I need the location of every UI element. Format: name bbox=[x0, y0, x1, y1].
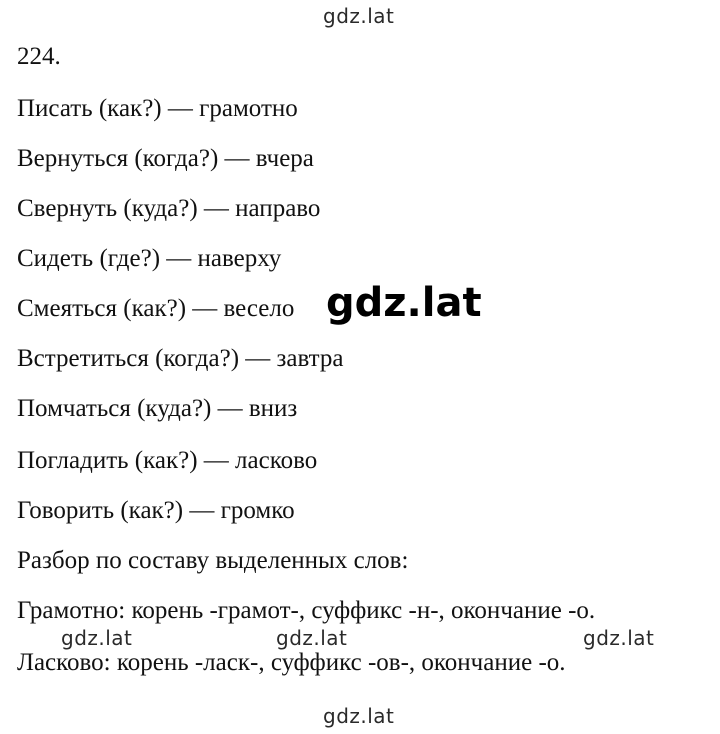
answer-line-7: Помчаться (куда?) — вниз bbox=[17, 395, 298, 422]
watermark-middle: gdz.lat bbox=[326, 280, 482, 326]
answer-line-9: Говорить (как?) — громко bbox=[17, 497, 295, 524]
answer-line-1: Писать (как?) — грамотно bbox=[17, 95, 298, 122]
watermark-row-center: gdz.lat bbox=[276, 626, 348, 650]
answer-line-5: Смеяться (как?) — весело bbox=[17, 295, 295, 322]
answer-line-2: Вернуться (когда?) — вчера bbox=[17, 145, 314, 172]
watermark-row-right: gdz.lat bbox=[583, 626, 655, 650]
answer-line-3: Свернуть (куда?) — направо bbox=[17, 195, 321, 222]
exercise-number: 224. bbox=[17, 43, 61, 70]
watermark-row-left: gdz.lat bbox=[61, 626, 133, 650]
watermark-top: gdz.lat bbox=[323, 4, 395, 28]
watermark-bottom: gdz.lat bbox=[323, 704, 395, 728]
analysis-heading: Разбор по составу выделенных слов: bbox=[17, 547, 409, 574]
analysis-line-2: Ласково: корень -ласк-, суффикс -ов-, окончание -о. bbox=[17, 649, 566, 676]
answer-line-4: Сидеть (где?) — наверху bbox=[17, 245, 282, 272]
analysis-line-1: Грамотно: корень -грамот-, суффикс -н-, окончание -о. bbox=[17, 597, 596, 624]
answer-line-8: Погладить (как?) — ласково bbox=[17, 447, 318, 474]
answer-line-6: Встретиться (когда?) — завтра bbox=[17, 345, 344, 372]
